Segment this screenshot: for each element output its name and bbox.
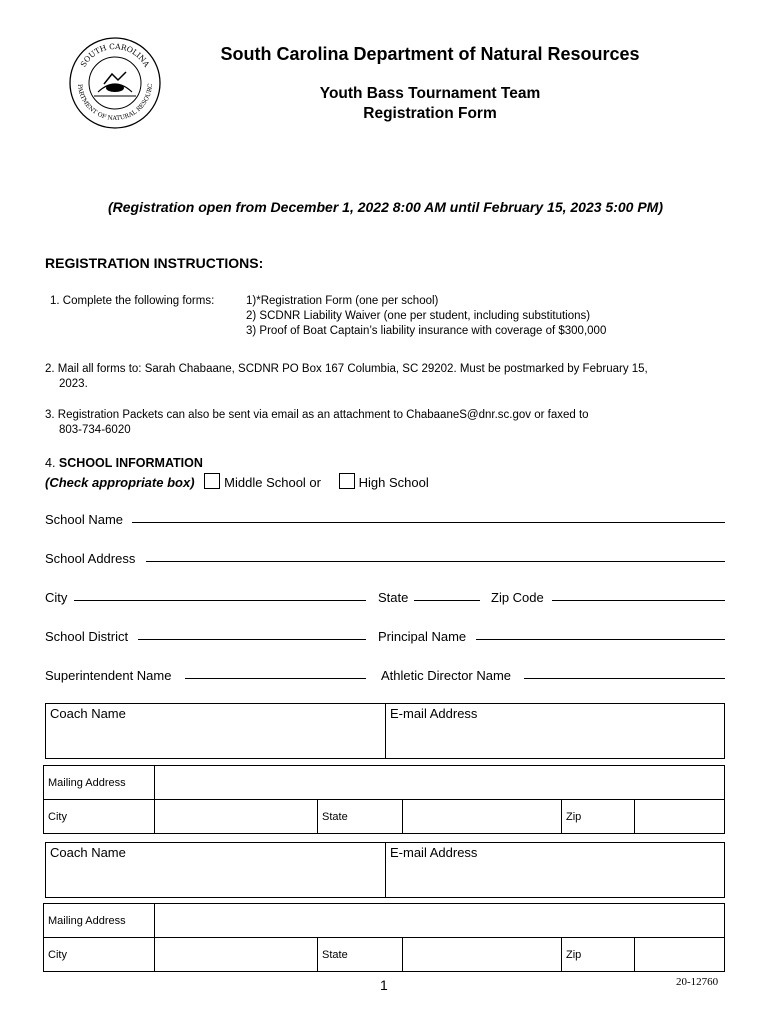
instruction-3-line-1: 3. Registration Packets can also be sent via email as an attachment to ChabaaneS@dnr.sc.gov or faxed to bbox=[45, 409, 589, 421]
form-number: 20-12760 bbox=[676, 976, 719, 988]
coach-1-city-label: City bbox=[44, 800, 155, 834]
coach-2-state-input[interactable] bbox=[403, 938, 562, 972]
instruction-2 bbox=[45, 362, 648, 392]
instruction-1-forms bbox=[246, 294, 606, 339]
coach-2-zip-input[interactable] bbox=[635, 938, 725, 972]
zip-code-label: Zip Code bbox=[491, 590, 544, 605]
section-heading: SCHOOL INFORMATION bbox=[58, 456, 203, 470]
agency-title: South Carolina Department of Natural Resources bbox=[220, 44, 640, 64]
coach-2-state-label: State bbox=[318, 938, 403, 972]
high-school-label: High School bbox=[358, 475, 429, 490]
superintendent-name-label: Superintendent Name bbox=[45, 668, 172, 683]
coach-2-email-label: E-mail Address bbox=[386, 843, 725, 862]
coach-2-city-input[interactable] bbox=[155, 938, 318, 972]
school-info-heading bbox=[45, 456, 203, 470]
city-label: City bbox=[45, 590, 68, 605]
page-number: 1 bbox=[380, 977, 388, 993]
high-school-checkbox[interactable] bbox=[339, 473, 355, 489]
coach-1-mailing-address-label: Mailing Address bbox=[44, 766, 155, 800]
coach-1-state-input[interactable] bbox=[403, 800, 562, 834]
form-item-2: 2) SCDNR Liability Waiver (one per student, including substitutions) bbox=[246, 310, 591, 322]
coach-2-zip-label: Zip bbox=[562, 938, 635, 972]
coach-1-mailing-table bbox=[43, 765, 725, 834]
state-field[interactable] bbox=[414, 600, 480, 601]
coach-2-name-input[interactable] bbox=[46, 862, 386, 898]
form-title-line-2: Registration Form bbox=[363, 105, 497, 122]
instruction-3-line-2: 803-734-6020 bbox=[59, 424, 131, 436]
coach-2-name-label: Coach Name bbox=[46, 843, 386, 862]
coach-2-mailing-address-label: Mailing Address bbox=[44, 904, 155, 938]
coach-2-city-label: City bbox=[44, 938, 155, 972]
coach-1-email-input[interactable] bbox=[386, 723, 725, 759]
coach-2-contact-table bbox=[45, 842, 725, 898]
coach-1-zip-input[interactable] bbox=[635, 800, 725, 834]
coach-1-name-input[interactable] bbox=[46, 723, 386, 759]
svg-text:SOUTH CAROLINA: SOUTH CAROLINA bbox=[78, 41, 152, 69]
middle-school-checkbox[interactable] bbox=[204, 473, 220, 489]
registration-window: (Registration open from December 1, 2022 8:00 AM until February 15, 2023 5:00 PM) bbox=[108, 199, 663, 215]
principal-name-field[interactable] bbox=[476, 639, 725, 640]
school-district-label: School District bbox=[45, 629, 129, 644]
zip-code-field[interactable] bbox=[552, 600, 725, 601]
svg-text:DEPARTMENT OF NATURAL RESOURCE: PARTMENT OF NATURAL RESOURC bbox=[75, 83, 155, 123]
form-item-1: 1)*Registration Form (one per school) bbox=[246, 295, 439, 307]
school-type-row bbox=[45, 473, 429, 490]
school-address-label: School Address bbox=[45, 551, 136, 566]
superintendent-name-field[interactable] bbox=[185, 678, 366, 679]
state-label: State bbox=[378, 590, 409, 605]
school-name-field[interactable] bbox=[132, 522, 725, 523]
coach-2-mailing-table bbox=[43, 903, 725, 972]
middle-school-label: Middle School or bbox=[224, 475, 321, 490]
athletic-director-name-label: Athletic Director Name bbox=[381, 668, 512, 683]
instruction-2-line-1: 2. Mail all forms to: Sarah Chabaane, SCDNR PO Box 167 Columbia, SC 29202. Must be postmarked by February 15, bbox=[45, 363, 648, 375]
form-title bbox=[0, 84, 770, 124]
instruction-3 bbox=[45, 408, 589, 438]
school-address-field[interactable] bbox=[146, 561, 725, 562]
check-box-instruction: (Check appropriate box) bbox=[45, 475, 195, 490]
form-title-line-1: Youth Bass Tournament Team bbox=[319, 85, 541, 102]
coach-1-name-label: Coach Name bbox=[46, 704, 386, 723]
form-item-3: 3) Proof of Boat Captain’s liability insurance with coverage of $300,000 bbox=[246, 325, 607, 337]
instruction-1-label: 1. Complete the following forms: bbox=[50, 295, 215, 307]
athletic-director-name-field[interactable] bbox=[524, 678, 725, 679]
school-district-field[interactable] bbox=[138, 639, 366, 640]
coach-1-contact-table bbox=[45, 703, 725, 759]
instructions-heading: REGISTRATION INSTRUCTIONS: bbox=[45, 255, 264, 271]
coach-1-mailing-address-input[interactable] bbox=[155, 766, 725, 800]
coach-1-email-label: E-mail Address bbox=[386, 704, 725, 723]
school-name-label: School Name bbox=[45, 512, 124, 527]
coach-1-city-input[interactable] bbox=[155, 800, 318, 834]
section-number: 4. bbox=[45, 456, 56, 470]
principal-name-label: Principal Name bbox=[378, 629, 467, 644]
coach-2-email-input[interactable] bbox=[386, 862, 725, 898]
coach-1-state-label: State bbox=[318, 800, 403, 834]
instruction-2-line-2: 2023. bbox=[59, 378, 88, 390]
coach-2-mailing-address-input[interactable] bbox=[155, 904, 725, 938]
coach-1-zip-label: Zip bbox=[562, 800, 635, 834]
city-field[interactable] bbox=[74, 600, 366, 601]
